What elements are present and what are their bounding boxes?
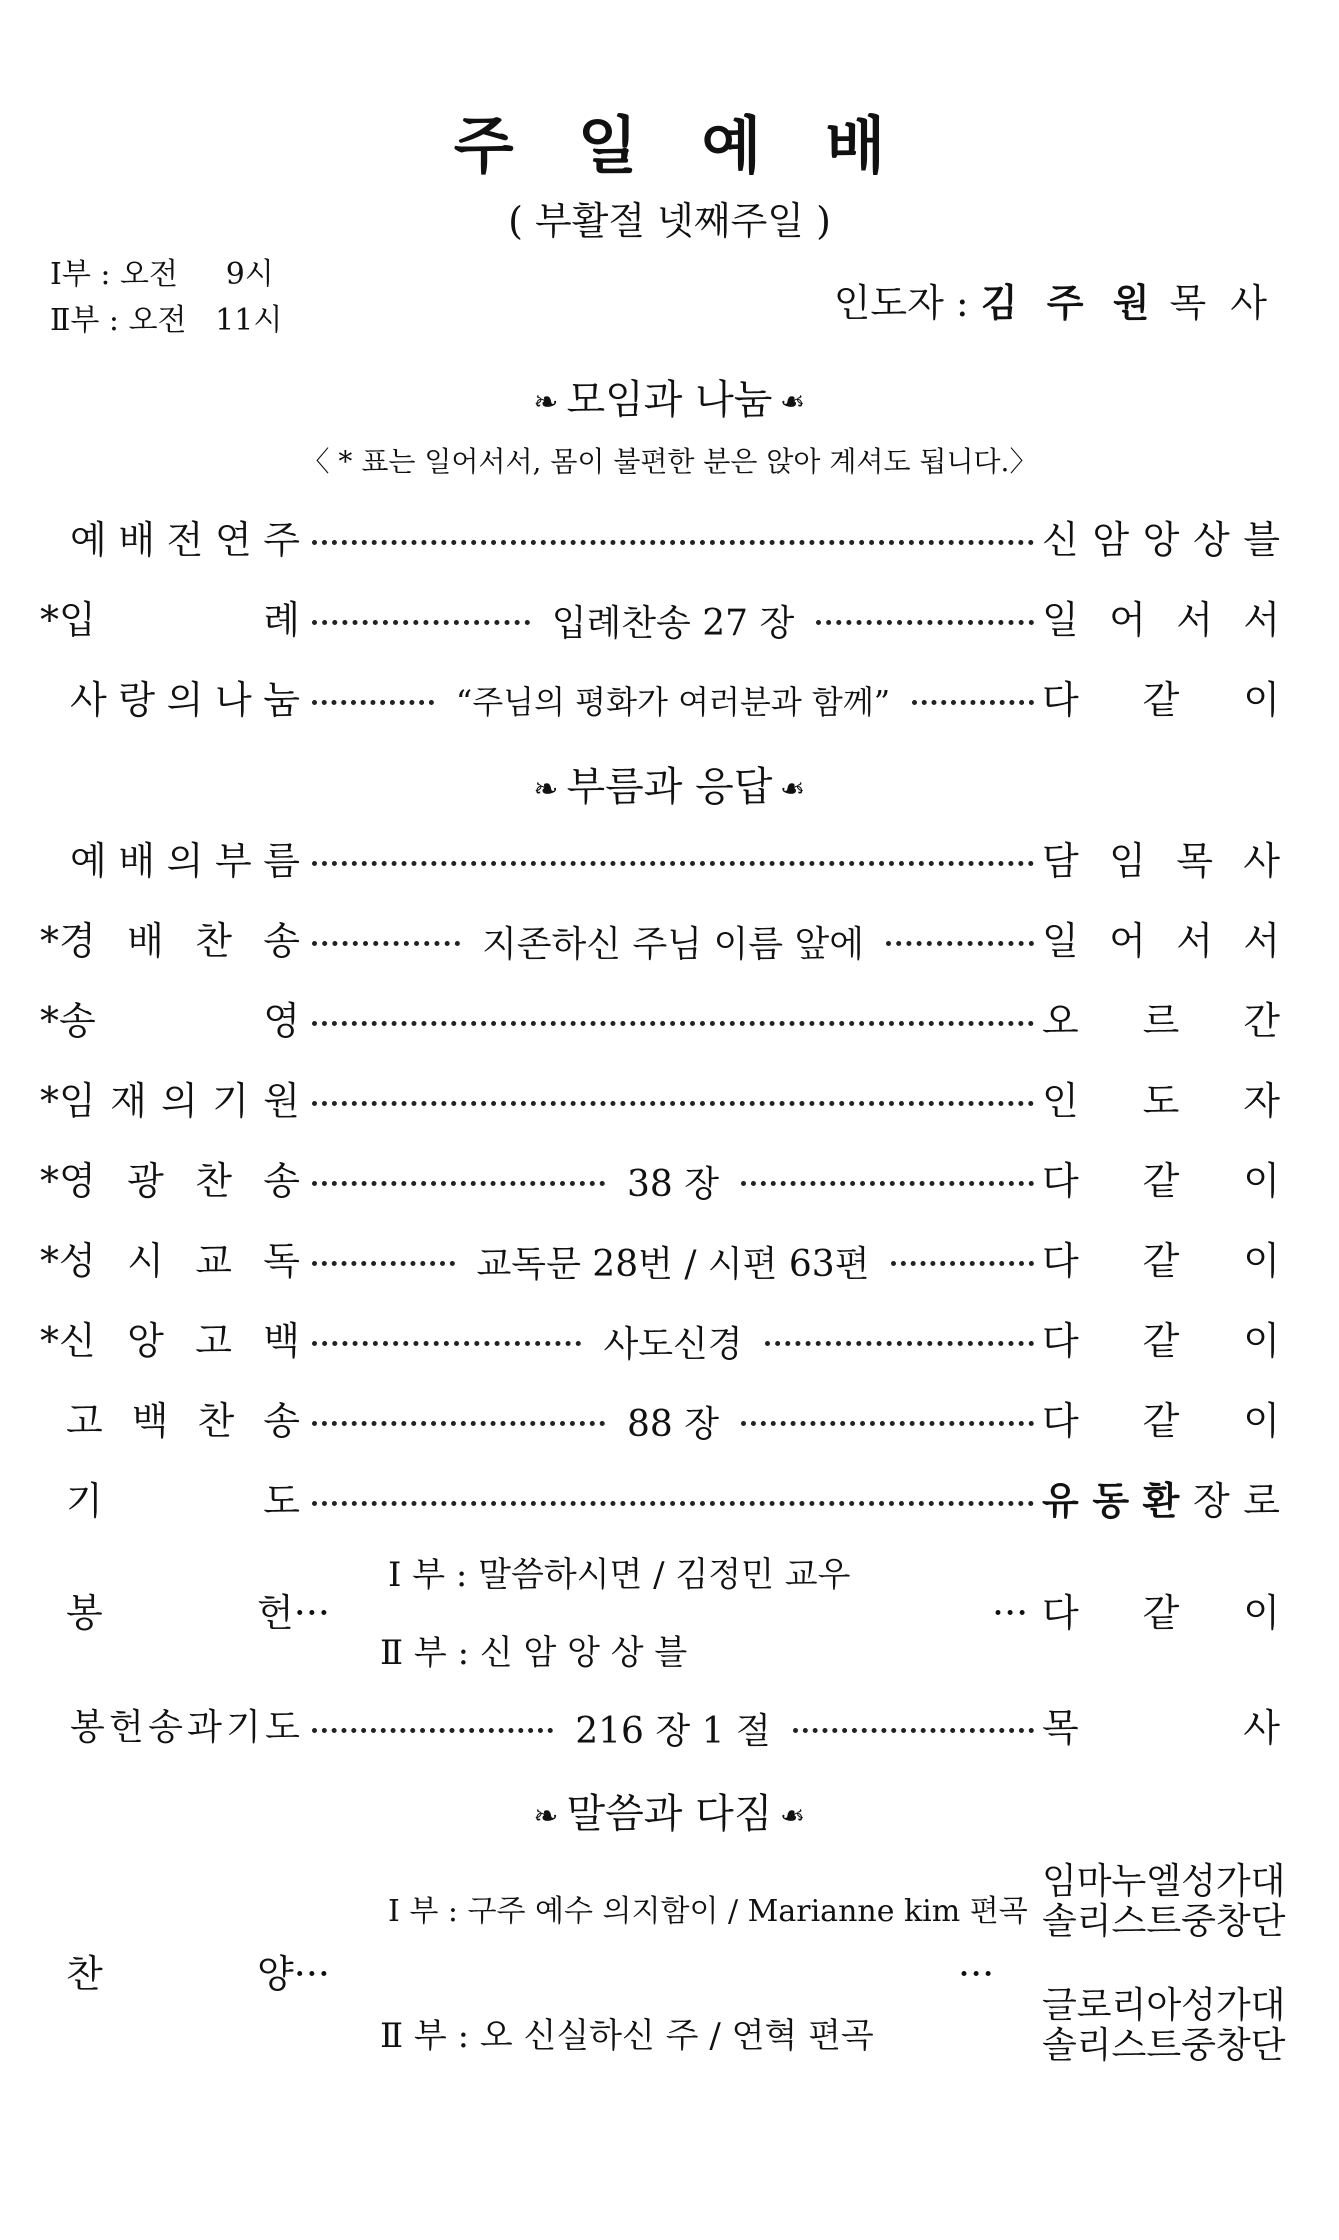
stand-mark: * [40,919,59,963]
subtitle: ( 부활절 넷째주일 ) [508,199,831,243]
row-performer: 다 같 이 [1042,1239,1280,1283]
order-row-prelude [40,512,1280,568]
row-performer: 다 같 이 [1042,1159,1280,1203]
offering-part-2: Ⅱ 부 : 신 암 앙 상 블 [380,1633,688,1673]
row-performer: 인 도 자 [1042,1079,1280,1123]
row-label: 기 도 [66,1479,300,1523]
anthem-part-2: Ⅱ 부 : 오 신실하신 주 / 연혁 편곡 [380,2016,874,2056]
row-label: *임 재 의 기 원 [40,1079,300,1123]
row-detail: “주님의 평화가 여러분과 함께” [455,683,891,721]
leader-title: 목 사 [1169,281,1273,325]
order-row-invocation [40,1073,1280,1129]
row-detail: 사도신경 [603,1323,743,1365]
order-row-anthem [40,1861,1286,2082]
row-label: 봉 헌 송 과 기 도 [70,1707,300,1748]
leader-name: 김 주 원 [980,281,1158,325]
row-performer: 다 같 이 [1042,1399,1280,1443]
service-time-2: Ⅱ부 : 오전 11시 [50,303,283,338]
order-row-offering-prayer [40,1700,1280,1756]
section-heading-word: ❧ 말씀과 다짐 ❧ [533,1791,806,1837]
service-time-1: Ⅰ부 : 오전 9시 [50,257,274,292]
order-row-glory [40,1153,1280,1209]
row-detail: 지존하신 주님 이름 앞에 [481,923,865,965]
order-row-prayer [40,1473,1280,1529]
title-char: 배 [825,109,886,182]
standing-note: 〈 * 표는 일어서서, 몸이 불편한 분은 앉아 계셔도 됩니다.〉 [301,445,1038,478]
row-label: 봉 헌··· [66,1591,330,1635]
row-label: *송 영 [40,999,300,1043]
dot-leader [312,512,1034,568]
order-row-call [40,833,1280,889]
row-label: 예 배 의 부 름 [70,839,300,883]
row-performer: 담 임 목 사 [1042,839,1280,883]
stand-mark: * [40,598,59,642]
stand-mark: * [40,1239,59,1283]
row-detail: 38 장 [626,1163,720,1205]
row-performer: 다 같 이 [1042,1591,1280,1635]
row-label: *신 앙 고 백 [40,1319,300,1363]
anthem-part-1: Ⅰ 부 : 구주 예수 의지함이 / Marianne kim 편곡 [388,1894,1028,1929]
leader [834,272,1273,327]
order-row-adoration [40,913,1280,969]
anthem-choir-1: 임마누엘성가대 솔리스트중창단 [1042,1861,1286,1942]
row-performer: 다 같 이 [1042,1319,1280,1363]
order-row-confession [40,1393,1280,1449]
row-detail: 216 장 1 절 [575,1710,771,1752]
title-char: 예 [701,109,762,182]
row-performer: 다 같 이 [1042,678,1280,722]
row-label: 고 백 찬 송 [66,1399,300,1443]
ornament-icon: ❧ [533,1798,559,1834]
row-detail: 88 장 [626,1403,720,1445]
row-performer: 일 어 서 서 [1042,598,1280,642]
row-label: 찬 양··· [66,1952,330,1996]
order-row-chant [40,993,1280,1049]
row-detail: 입례찬송 27 장 [551,602,795,644]
section-heading-gathering: ❧ 모임과 나눔 ❧ [533,377,806,423]
stand-mark: * [40,1079,59,1123]
ornament-icon: ❧ [533,384,559,420]
ornament-icon: ❧ [780,1798,806,1834]
stand-mark: * [40,999,59,1043]
row-detail: 교독문 28번 / 시편 63편 [476,1243,870,1285]
service-times [50,252,282,344]
stand-mark: * [40,1319,59,1363]
offering-part-1: Ⅰ 부 : 말씀하시면 / 김정민 교우 [388,1555,851,1595]
row-label: *영 광 찬 송 [40,1159,300,1203]
row-label: *경 배 찬 송 [40,919,300,963]
ornament-icon: ❧ [533,771,559,807]
ornament-icon: ❧ [780,771,806,807]
row-label: *성 시 교 독 [40,1239,300,1283]
title-char: 주 [453,109,514,182]
row-performer: 일 어 서 서 [1042,919,1280,963]
row-label: *입 례 [40,598,300,642]
section-heading-calling: ❧ 부름과 응답 ❧ [533,764,806,810]
page-title [0,96,1339,185]
stand-mark: * [40,1159,59,1203]
order-row-reading [40,1233,1280,1289]
row-label: 사 랑 의 나 눔 [70,678,300,722]
order-row-offering [40,1543,1280,1683]
order-row-intro [40,592,1280,648]
ellipsis: ··· [992,1591,1029,1635]
anthem-choir-2: 글로리아성가대 솔리스트중창단 [1042,1985,1286,2066]
order-row-creed [40,1313,1280,1369]
row-performer: 목 사 [1042,1706,1280,1750]
ornament-icon: ❧ [780,384,806,420]
ellipsis: ··· [958,1952,995,1996]
order-row-peace [40,672,1280,728]
leader-label: 인도자 : [833,281,969,325]
row-performer: 오 르 간 [1042,999,1280,1043]
row-label: 예 배 전 연 주 [70,518,300,562]
row-performer: 신 암 앙 상 블 [1042,518,1280,562]
title-char: 일 [577,109,638,182]
row-performer: 유 동 환 장 로 [1042,1479,1280,1523]
